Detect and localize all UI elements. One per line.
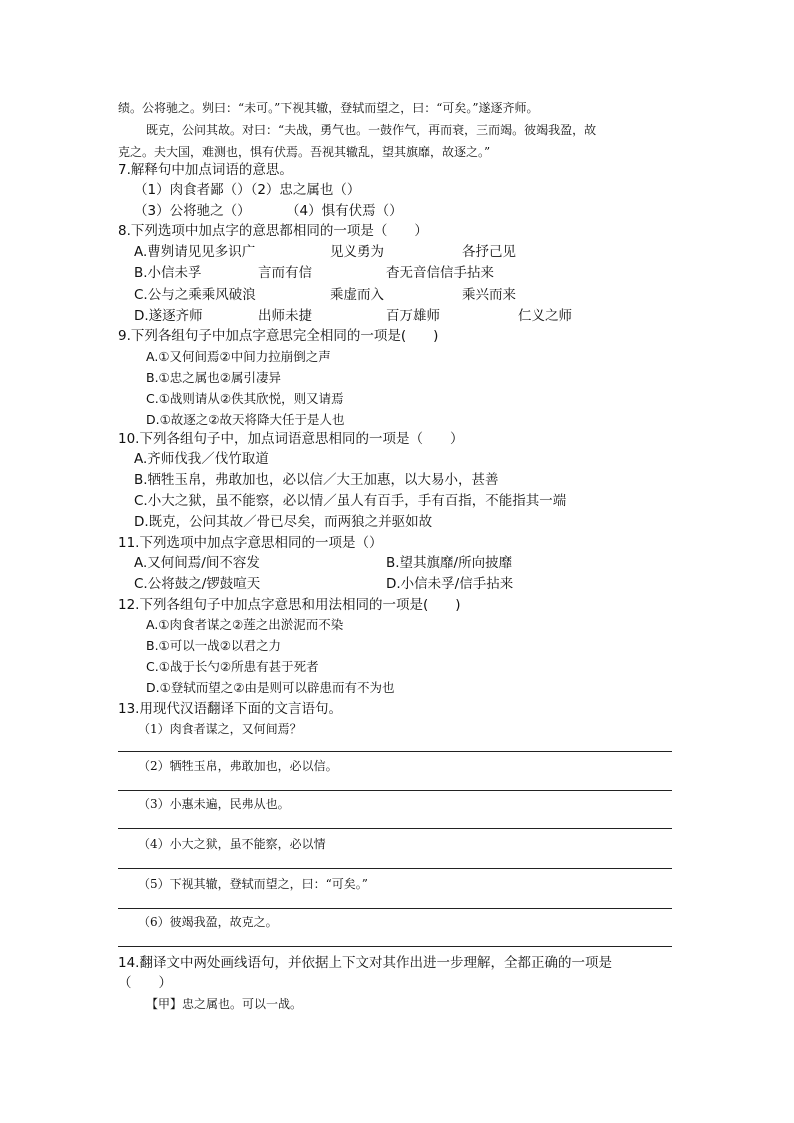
question-9-option-b: B.①忠之属也②属引凄异	[146, 370, 281, 385]
question-8-option-d-2: 出师未捷	[258, 308, 312, 324]
question-13-item-1: （1）肉食者谋之，又何间焉？	[138, 722, 302, 736]
question-9-stem: 9.下列各组句子中加点字意思完全相同的一项是( )	[118, 328, 439, 344]
question-13-stem: 13.用现代汉语翻译下面的文言语句。	[118, 701, 342, 717]
question-10-option-a: A.齐师伐我／伐竹取道	[134, 451, 269, 467]
passage-line-1: 绩。公将驰之。刿曰：“未可。”下视其辙，登轼而望之，曰：“可矣。”遂逐齐师。	[118, 101, 539, 115]
question-12-option-b: B.①可以一战②以君之力	[146, 638, 281, 653]
answer-line-4	[118, 868, 672, 869]
question-8-stem: 8.下列选项中加点字的意思都相同的一项是（ ）	[118, 223, 428, 239]
question-12-stem: 12.下列各组句子中加点字意思和用法相同的一项是( )	[118, 597, 461, 613]
question-8-option-a-1: A.曹刿请见见多识广	[134, 244, 256, 260]
question-12-option-a: A.①肉食者谋之②莲之出淤泥而不染	[146, 617, 344, 632]
question-11-stem: 11.下列选项中加点字意思相同的一项是（）	[118, 535, 383, 551]
question-10-option-c: C.小大之狱，虽不能察，必以情／虽人有百手，手有百指，不能指其一端	[134, 493, 567, 509]
question-11-option-c: C.公将鼓之/锣鼓喧天	[134, 576, 261, 592]
question-7-row-1: （1）肉食者鄙（）（2）忠之属也（）	[134, 182, 361, 198]
question-8-option-a-2: 见义勇为	[330, 244, 384, 260]
question-10-option-d: D.既克，公问其故／骨已尽矣，而两狼之并驱如故	[134, 514, 433, 530]
question-14-sentence-jia: 【甲】忠之属也。可以一战。	[146, 997, 303, 1011]
question-8-option-d-1: D.遂逐齐师	[134, 308, 203, 324]
question-13-item-6: （6）彼竭我盈，故克之。	[138, 915, 278, 929]
question-8-option-d-4: 仁义之师	[518, 308, 572, 324]
passage-line-3: 克之。夫大国，难测也，惧有伏焉。吾视其辙乱，望其旗靡，故逐之。”	[118, 145, 491, 159]
question-12-option-d: D.①登轼而望之②由是则可以辟患而有不为也	[146, 680, 395, 695]
question-13-item-2: （2）牺牲玉帛，弗敢加也，必以信。	[138, 759, 338, 773]
answer-line-2	[118, 790, 672, 791]
question-9-option-c: C.①战则请从②佚其欣悦，则又请焉	[146, 391, 344, 406]
question-7-item-3: （3）公将驰之（）	[134, 203, 251, 219]
answer-line-3	[118, 828, 672, 829]
question-8-option-b-1: B.小信未孚	[134, 265, 202, 281]
question-8-option-c-3: 乘兴而来	[462, 287, 516, 303]
answer-line-5	[118, 908, 672, 909]
question-10-stem: 10.下列各组句子中，加点词语意思相同的一项是（ ）	[118, 431, 464, 447]
answer-line-1	[118, 751, 672, 752]
question-9-option-a: A.①又何间焉②中间力拉崩倒之声	[146, 349, 331, 364]
question-8-option-d-3: 百万雄师	[386, 308, 440, 324]
question-8-option-c-1: C.公与之乘乘风破浪	[134, 287, 256, 303]
question-11-option-a: A.又何间焉/间不容发	[134, 555, 260, 571]
question-13-item-4: （4）小大之狱，虽不能察，必以情	[138, 837, 326, 851]
question-10-option-b: B.牺牲玉帛，弗敢加也，必以信／大王加惠，以大易小，甚善	[134, 472, 499, 488]
question-14-stem: 14.翻译文中两处画线语句，并依据上下文对其作出进一步理解，全都正确的一项是	[118, 955, 612, 971]
passage-line-2: 既克，公问其故。对曰：“夫战，勇气也。一鼓作气，再而衰，三而竭。彼竭我盈，故	[146, 123, 597, 137]
question-8-option-c-2: 乘虚而入	[330, 287, 384, 303]
question-8-option-b-2: 言而有信	[258, 265, 312, 281]
question-11-option-b: B.望其旗靡/所向披靡	[386, 555, 513, 571]
question-12-option-c: C.①战于长勺②所患有甚于死者	[146, 659, 319, 674]
question-13-item-3: （3）小惠未遍，民弗从也。	[138, 797, 290, 811]
question-14-paren: （ ）	[118, 975, 172, 991]
question-13-item-5: （5）下视其辙，登轼而望之，曰：“可矣。”	[138, 877, 368, 891]
question-7-item-4: （4）惧有伏焉（）	[286, 203, 403, 219]
question-8-option-b-3: 杳无音信信手拈来	[386, 265, 494, 281]
question-7-stem: 7.解释句中加点词语的意思。	[118, 162, 293, 178]
question-9-option-d: D.①故逐之②故天将降大任于是人也	[146, 412, 345, 427]
question-11-option-d: D.小信未孚/信手拈来	[386, 576, 514, 592]
question-8-option-a-3: 各抒己见	[462, 244, 516, 260]
answer-line-6	[118, 946, 672, 947]
